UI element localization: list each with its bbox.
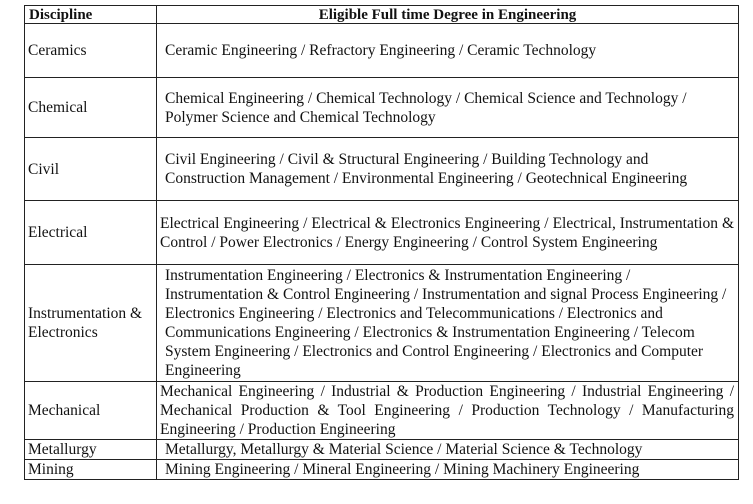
table-row — [25, 460, 739, 480]
discipline-cell: Instrumentation & Electronics — [25, 265, 157, 382]
table-row — [25, 138, 739, 201]
discipline-cell: Mining — [25, 460, 157, 480]
degrees-cell: Chemical Engineering / Chemical Technology / Chemical Science and Technology / Polymer Science and Chemical Technology — [157, 78, 739, 138]
eligibility-table-container — [24, 5, 738, 480]
degrees-cell: Mining Engineering / Mineral Engineering / Mining Machinery Engineering — [157, 460, 739, 480]
table-row — [25, 440, 739, 460]
table-row — [25, 78, 739, 138]
degrees-cell: Instrumentation Engineering / Electronics & Instrumentation Engineering / Instrumentation & Control Engineering / Instrumentation and signal Process Engineering / Electronics Engineering / Electronics and Telecommunications / Electronics and Communications Engineering / Electronics & Instrumentation Engineering / Telecom System Engineering / Electronics and Control Engineering / Electronics and Computer Engineering — [157, 265, 739, 382]
discipline-cell: Ceramics — [25, 24, 157, 78]
discipline-cell: Civil — [25, 138, 157, 201]
column-header-eligible-degree: Eligible Full time Degree in Engineering — [157, 6, 739, 24]
discipline-cell: Metallurgy — [25, 440, 157, 460]
table-row — [25, 24, 739, 78]
degrees-cell: Ceramic Engineering / Refractory Engineering / Ceramic Technology — [157, 24, 739, 78]
table-row — [25, 201, 739, 265]
degrees-cell: Metallurgy, Metallurgy & Material Science / Material Science & Technology — [157, 440, 739, 460]
table-header-row — [25, 6, 739, 24]
degrees-cell: Electrical Engineering / Electrical & Electronics Engineering / Electrical, Instrumentation & Control / Power Electronics / Energy Engineering / Control System Engineering — [157, 201, 739, 265]
discipline-cell: Electrical — [25, 201, 157, 265]
eligibility-table — [24, 5, 739, 480]
discipline-cell: Mechanical — [25, 382, 157, 440]
table-row — [25, 382, 739, 440]
degrees-cell: Mechanical Engineering / Industrial & Production Engineering / Industrial Engineering / Mechanical Production & Tool Engineering / Production Technology / Manufacturing Engineering / Production Engineering — [157, 382, 739, 440]
discipline-cell: Chemical — [25, 78, 157, 138]
table-row — [25, 265, 739, 382]
degrees-cell: Civil Engineering / Civil & Structural Engineering / Building Technology and Construction Management / Environmental Engineering / Geotechnical Engineering — [157, 138, 739, 201]
column-header-discipline: Discipline — [25, 6, 157, 24]
